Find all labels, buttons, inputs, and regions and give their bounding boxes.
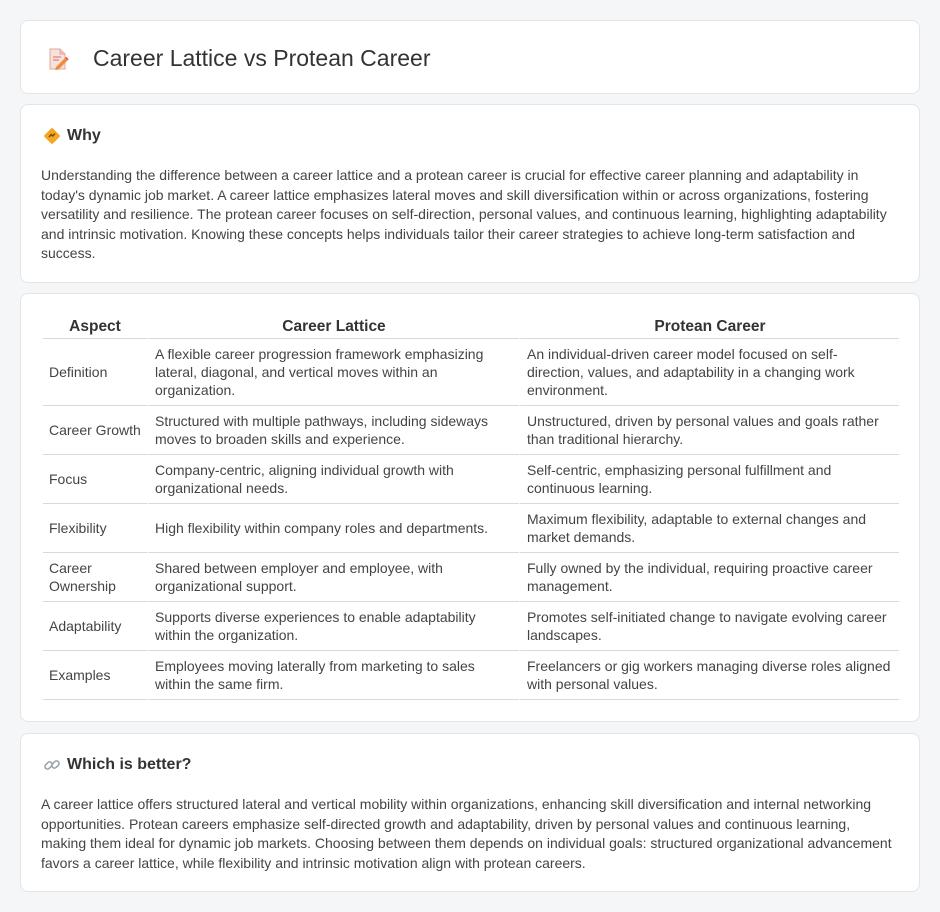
lattice-cell: Structured with multiple pathways, including sideways moves to broaden skills and experience. — [147, 406, 519, 455]
protean-cell: Maximum flexibility, adaptable to external changes and market demands. — [519, 504, 899, 553]
lattice-cell: Company-centric, aligning individual growth with organizational needs. — [147, 455, 519, 504]
protean-cell: Promotes self-initiated change to navigate evolving career landscapes. — [519, 602, 899, 651]
header-career-lattice: Career Lattice — [147, 316, 519, 339]
comparison-table — [43, 316, 899, 700]
better-title: Which is better? — [67, 756, 192, 773]
link-icon — [43, 756, 61, 774]
header-aspect: Aspect — [43, 316, 147, 339]
table-row — [43, 455, 899, 504]
aspect-cell: Examples — [43, 651, 147, 700]
protean-cell: An individual-driven career model focused on self-direction, values, and adaptability in a changing work environment. — [519, 339, 899, 406]
table-row — [43, 602, 899, 651]
why-heading — [43, 127, 101, 145]
aspect-cell: Career Ownership — [43, 553, 147, 602]
table-row — [43, 339, 899, 406]
comparison-table-card — [20, 293, 920, 722]
document-pencil-icon — [47, 47, 69, 71]
diamond-sign-icon — [43, 127, 61, 145]
lattice-cell: High flexibility within company roles and departments. — [147, 504, 519, 553]
lattice-cell: A flexible career progression framework emphasizing lateral, diagonal, and vertical moves within an organization. — [147, 339, 519, 406]
why-text: Understanding the difference between a career lattice and a protean career is crucial for effective career planning and adaptability in today's dynamic job market. A career lattice emphasizes lateral moves and skill diversification within or across organizations, fostering versatility and resilience. The protean career focuses on self-direction, personal values, and continuous learning, highlighting adaptability and intrinsic motivation. Knowing these concepts helps individuals tailor their career strategies to achieve long-term satisfaction and success. — [41, 167, 887, 261]
lattice-cell: Supports diverse experiences to enable adaptability within the organization. — [147, 602, 519, 651]
aspect-cell: Adaptability — [43, 602, 147, 651]
protean-cell: Self-centric, emphasizing personal fulfillment and continuous learning. — [519, 455, 899, 504]
header-card — [20, 20, 920, 94]
protean-cell: Freelancers or gig workers managing diverse roles aligned with personal values. — [519, 651, 899, 700]
table-row — [43, 504, 899, 553]
lattice-cell: Employees moving laterally from marketing to sales within the same firm. — [147, 651, 519, 700]
page-title: Career Lattice vs Protean Career — [93, 45, 431, 71]
aspect-cell: Flexibility — [43, 504, 147, 553]
lattice-cell: Shared between employer and employee, with organizational support. — [147, 553, 519, 602]
why-title: Why — [67, 127, 101, 144]
better-text: A career lattice offers structured lateral and vertical mobility within organizations, enhancing skill diversification and internal networking opportunities. Protean careers emphasize self-directed growth and adaptability, driven by personal values and continuous learning, making them ideal for dynamic job markets. Choosing between them depends on individual goals: structured organizational advancement favors a career lattice, while flexibility and intrinsic motivation align with protean careers. — [41, 796, 892, 871]
table-header-row — [43, 316, 899, 339]
why-section — [20, 104, 920, 283]
table-row — [43, 651, 899, 700]
protean-cell: Fully owned by the individual, requiring proactive career management. — [519, 553, 899, 602]
aspect-cell: Focus — [43, 455, 147, 504]
table-row — [43, 406, 899, 455]
aspect-cell: Career Growth — [43, 406, 147, 455]
table-row — [43, 553, 899, 602]
which-is-better-section — [20, 733, 920, 892]
protean-cell: Unstructured, driven by personal values and goals rather than traditional hierarchy. — [519, 406, 899, 455]
header-protean-career: Protean Career — [519, 316, 899, 339]
better-heading — [43, 756, 191, 774]
aspect-cell: Definition — [43, 339, 147, 406]
